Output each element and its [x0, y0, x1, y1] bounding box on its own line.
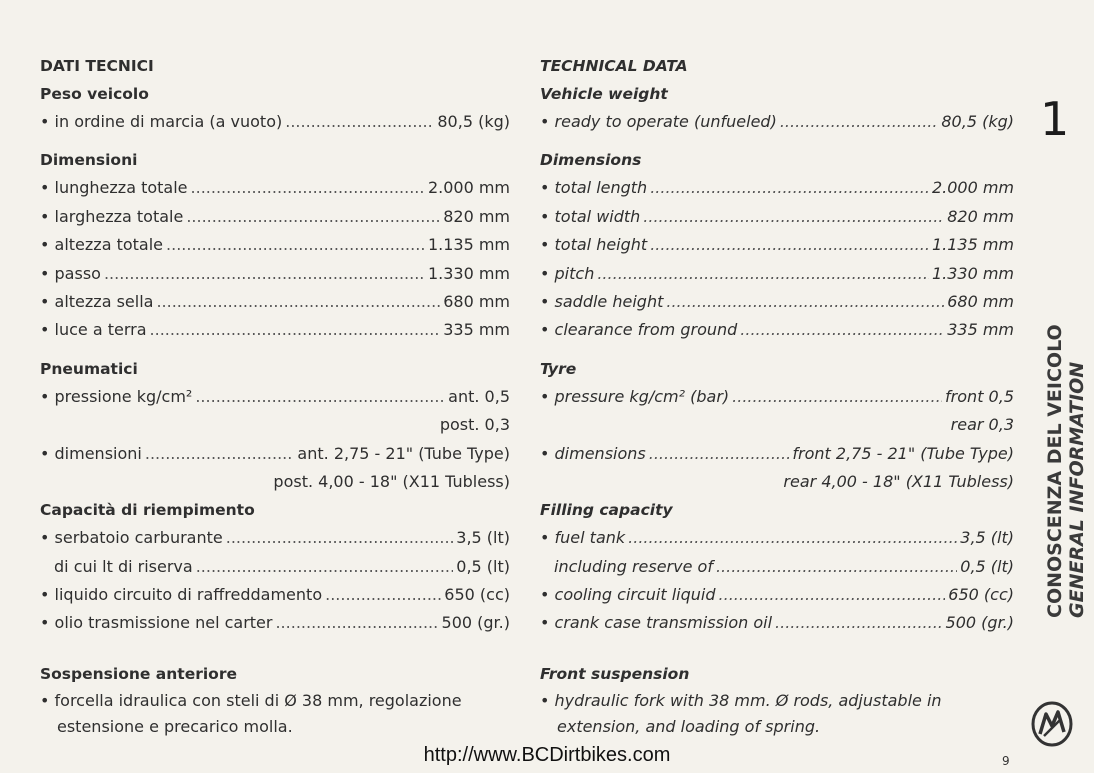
suspension-text: estensione e precarico molla. [57, 716, 293, 736]
spec-continuation: post. 4,00 - 18" (X11 Tubless) [273, 471, 510, 491]
english-column [540, 52, 1014, 740]
chapter-label-en: GENERAL INFORMATION [1066, 361, 1088, 618]
general-info-icon [1030, 700, 1074, 748]
spec-row: • total width ..... 820 mm [540, 203, 1014, 231]
suspension-text: • forcella idraulica con steli di Ø 38 mm, regolazione [40, 690, 462, 710]
chapter-label-it: CONOSCENZA DEL VEICOLO [1044, 324, 1066, 618]
dimensions-heading: Dimensioni [40, 151, 138, 170]
section-title: TECHNICAL DATA [540, 57, 688, 75]
dimensions-heading: Dimensions [540, 151, 642, 170]
spec-row: • olio trasmissione nel carter ..... 500 (gr.) [40, 609, 510, 637]
spec-continuation: rear 0,3 [950, 415, 1014, 435]
weight-heading: Vehicle weight [540, 85, 668, 103]
footer-url: http://www.BCDirtbikes.com [423, 744, 671, 766]
page-number: 9 [1002, 754, 1010, 768]
spec-row: • total length ..... 2.000 mm [540, 174, 1014, 202]
spec-row: • ready to operate (unfueled) ..... 80,5 (kg) [540, 108, 1014, 136]
tyre-heading: Tyre [540, 359, 577, 378]
spec-row: • pitch ..... 1.330 mm [540, 260, 1014, 288]
suspension-text: extension, and loading of spring. [557, 716, 821, 736]
spec-row: • liquido circuito di raffreddamento ..... 650 (cc) [40, 581, 510, 609]
spec-row: • dimensions ..... front 2,75 - 21" (Tube Type) [540, 440, 1014, 468]
italian-column [40, 52, 510, 740]
spec-row: di cui lt di riserva ..... 0,5 (lt) [40, 553, 510, 581]
spec-row: • total height ..... 1.135 mm [540, 231, 1014, 259]
tyre-heading: Pneumatici [40, 359, 138, 378]
spec-row: • clearance from ground ..... 335 mm [540, 316, 1014, 344]
spec-row: • crank case transmission oil ..... 500 (gr.) [540, 609, 1014, 637]
chapter-number: 1 [1040, 92, 1070, 146]
spec-row: • lunghezza totale ..... 2.000 mm [40, 174, 510, 202]
spec-row: • fuel tank ..... 3,5 (lt) [540, 524, 1014, 552]
capacity-heading: Capacità di riempimento [40, 501, 255, 520]
spec-row: • cooling circuit liquid ..... 650 (cc) [540, 581, 1014, 609]
spec-row: • passo ..... 1.330 mm [40, 260, 510, 288]
spec-row: • larghezza totale ..... 820 mm [40, 203, 510, 231]
spec-row: • pressure kg/cm² (bar) ..... front 0,5 [540, 383, 1014, 411]
capacity-heading: Filling capacity [540, 501, 673, 520]
spec-row: • pressione kg/cm² ..... ant. 0,5 [40, 383, 510, 411]
spec-row: • altezza sella ..... 680 mm [40, 288, 510, 316]
suspension-heading: Front suspension [540, 664, 690, 683]
spec-row: • saddle height ..... 680 mm [540, 288, 1014, 316]
spec-row: • in ordine di marcia (a vuoto) ..... 80,5 (kg) [40, 108, 510, 136]
suspension-text: • hydraulic fork with 38 mm. Ø rods, adjustable in [540, 690, 942, 710]
spec-row: • dimensioni ..... ant. 2,75 - 21" (Tube Type) [40, 440, 510, 468]
spec-row: • altezza totale ..... 1.135 mm [40, 231, 510, 259]
spec-continuation: post. 0,3 [439, 415, 510, 435]
spec-continuation: rear 4,00 - 18" (X11 Tubless) [783, 471, 1014, 491]
section-title: DATI TECNICI [40, 57, 154, 75]
spec-row: • serbatoio carburante ..... 3,5 (lt) [40, 524, 510, 552]
suspension-heading: Sospensione anteriore [40, 664, 237, 683]
spec-row: including reserve of ..... 0,5 (lt) [540, 553, 1014, 581]
weight-heading: Peso veicolo [40, 85, 149, 103]
chapter-side-label [1044, 324, 1088, 618]
spec-row: • luce a terra ..... 335 mm [40, 316, 510, 344]
